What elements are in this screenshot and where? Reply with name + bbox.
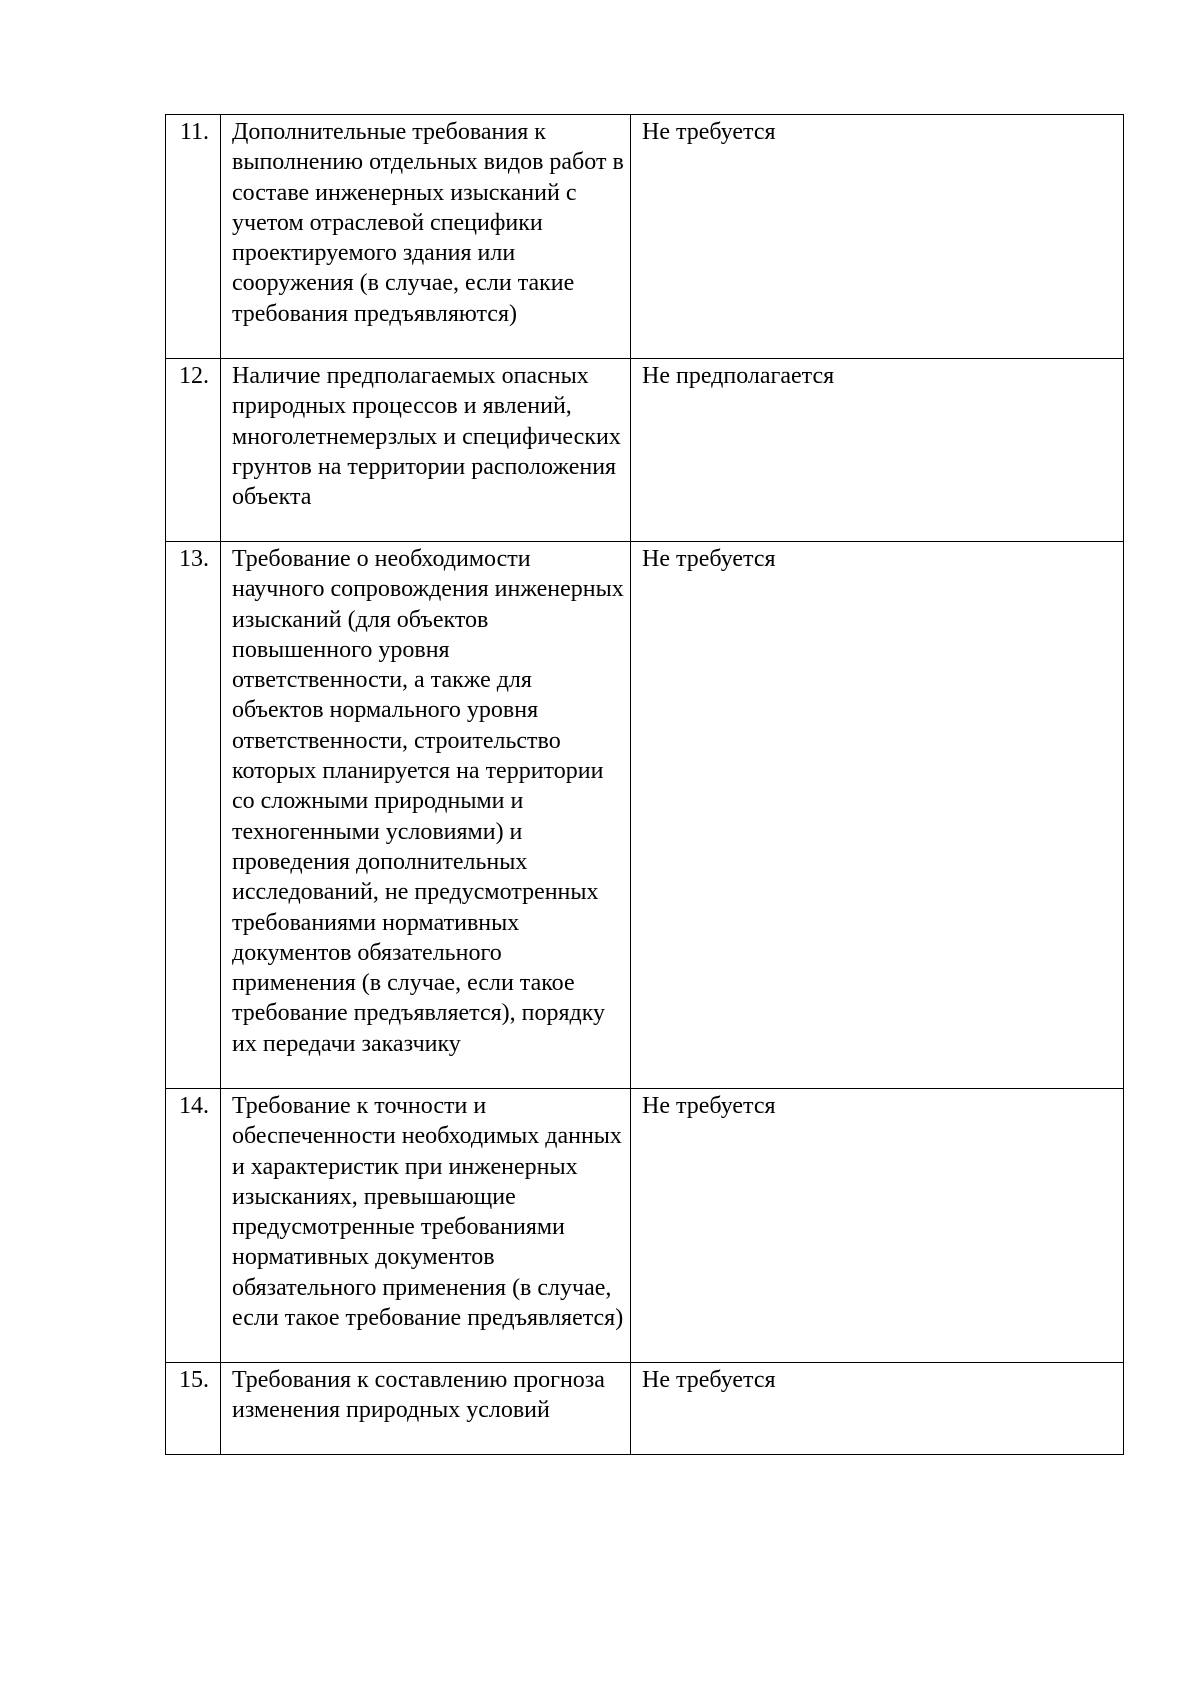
table-row [166, 359, 1124, 542]
requirement-name [221, 542, 631, 1089]
row-number [166, 1363, 221, 1455]
requirement-value-text: Не предполагается [642, 363, 835, 389]
row-number-text: 13. [179, 546, 209, 572]
requirement-name-text: Наличие предполагаемых опасных природных процессов и явлений, многолетнемерзлых и специфических грунтов на территории расположения объекта [232, 363, 621, 511]
requirement-name [221, 1363, 631, 1455]
table-row [166, 1089, 1124, 1363]
requirement-name-text: Дополнительные требования к выполнению отдельных видов работ в составе инженерных изысканий с учетом отраслевой специфики проектируемого здания или сооружения (в случае, если такие требования предъявляются) [232, 119, 624, 327]
requirement-value [631, 115, 1124, 359]
requirement-name-text: Требования к составлению прогноза изменения природных условий [232, 1367, 605, 1424]
requirement-name [221, 359, 631, 542]
requirement-name-text: Требование к точности и обеспеченности необходимых данных и характеристик при инженерных изысканиях, превышающие предусмотренные требованиями нормативных документов обязательного применения (в случае, если такое требование предъявляется) [232, 1093, 624, 1332]
requirement-value [631, 1089, 1124, 1363]
requirement-name-text: Требование о необходимости научного сопровождения инженерных изысканий (для объектов повышенного уровня ответственности, а также для объектов нормального уровня ответственности, строительство которых планируется на территории со сложными природными и техногенными условиями) и проведения дополнительных исследований, не предусмотренных требованиями нормативных документов обязательного применения (в случае, если такое требование предъявляется), порядку их передачи заказчику [232, 546, 624, 1057]
row-number-text: 15. [179, 1367, 209, 1393]
row-number [166, 1089, 221, 1363]
requirement-value-text: Не требуется [642, 1367, 776, 1393]
requirement-value-text: Не требуется [642, 546, 776, 572]
requirement-name [221, 1089, 631, 1363]
table-row [166, 115, 1124, 359]
requirement-value-text: Не требуется [642, 119, 776, 145]
table-row [166, 542, 1124, 1089]
requirement-name [221, 115, 631, 359]
row-number-text: 14. [179, 1093, 209, 1119]
requirement-value [631, 542, 1124, 1089]
row-number [166, 542, 221, 1089]
row-number-text: 11. [179, 119, 209, 145]
table-row [166, 1363, 1124, 1455]
row-number [166, 359, 221, 542]
row-number-text: 12. [179, 363, 209, 389]
requirement-value [631, 359, 1124, 542]
requirement-value-text: Не требуется [642, 1093, 776, 1119]
requirement-value [631, 1363, 1124, 1455]
row-number [166, 115, 221, 359]
requirements-table [165, 114, 1124, 1455]
